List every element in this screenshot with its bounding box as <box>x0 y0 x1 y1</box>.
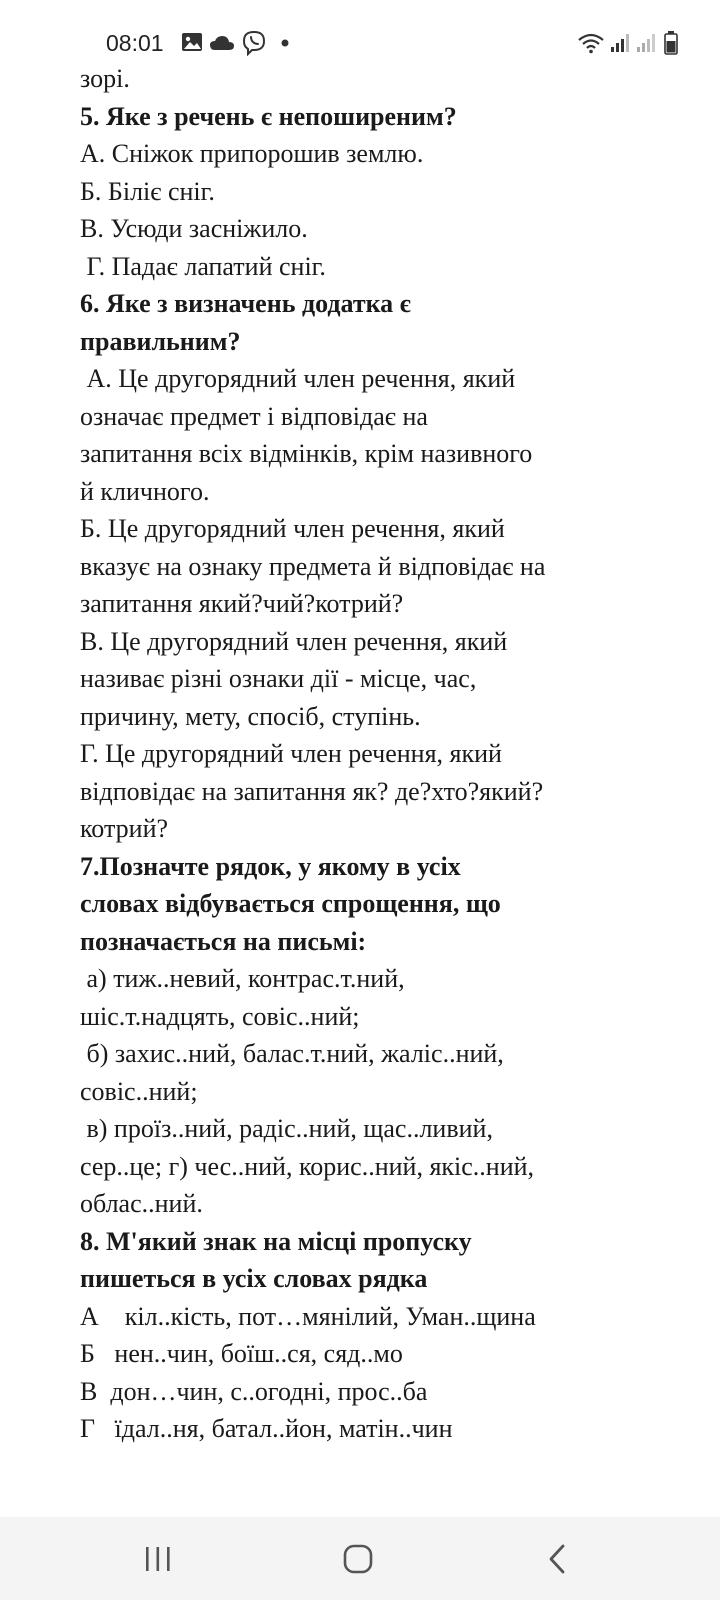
text-line: називає різні ознаки дії - місце, час, <box>80 664 477 693</box>
gallery-icon <box>181 32 203 52</box>
navigation-bar <box>0 1517 720 1600</box>
text-line: відповідає на запитання як? де?хто?який? <box>80 776 544 806</box>
status-bar <box>0 0 720 62</box>
text-line: позначається на письмі: <box>80 926 367 956</box>
text-line: 5. Яке з речень є непоширеним? <box>80 101 457 131</box>
text-line: 6. Яке з визначень додатка є <box>80 289 411 318</box>
text-line: Б. Біліє сніг. <box>80 176 215 206</box>
text-line: запитання всіх відмінків, крім називного <box>80 439 533 468</box>
battery-icon <box>664 31 678 55</box>
text-line: Г їдал..ня, батал..йон, матін..чин <box>80 1414 453 1443</box>
text-line: запитання який?чий?котрий? <box>80 589 404 618</box>
text-line: правильним? <box>80 326 241 356</box>
text-line: означає предмет і відповідає на <box>80 401 428 431</box>
text-line: вказує на ознаку предмета й відповідає на <box>80 551 546 581</box>
text-line: б) захис..ний, балас.т.ний, жаліс..ний, <box>80 1039 504 1068</box>
signal-icon <box>636 33 656 53</box>
viber-icon <box>242 30 266 56</box>
text-line: В. Усюди засніжило. <box>80 214 308 243</box>
text-line: 7.Позначте рядок, у якому в усіх <box>80 851 461 881</box>
dot-icon <box>281 39 289 47</box>
text-line: сер..це; г) чес..ний, корис..ний, якіс..ний, <box>80 1151 535 1181</box>
text-line: А. Це другорядний член речення, який <box>80 364 516 393</box>
text-line: 8. М'який знак на місці пропуску <box>80 1226 472 1256</box>
text-line: Б нен..чин, боїш..ся, сяд..мо <box>80 1339 403 1368</box>
text-line: В. Це другорядний член речення, який <box>80 626 508 656</box>
back-icon[interactable] <box>545 1539 571 1579</box>
text-line: Г. Падає лапатий сніг. <box>80 251 326 281</box>
text-line: в) проїз..ний, радіс..ний, щас..ливий, <box>80 1114 493 1143</box>
recent-apps-icon[interactable] <box>143 1539 173 1579</box>
wifi-icon <box>578 32 604 54</box>
text-line: й кличного. <box>80 476 210 506</box>
text-line: зорі. <box>80 64 130 93</box>
text-line: шіс.т.надцять, совіс..ний; <box>80 1001 360 1031</box>
text-line: В дон…чин, с..огодні, прос..ба <box>80 1376 428 1406</box>
text-line: пишеться в усіх словах рядка <box>80 1264 428 1293</box>
text-line: совіс..ний; <box>80 1076 198 1106</box>
text-line: А. Сніжок припорошив землю. <box>80 139 424 168</box>
signal-icon <box>610 33 630 53</box>
text-line: Г. Це другорядний член речення, який <box>80 739 502 768</box>
status-time: 08:01 <box>106 30 164 56</box>
text-line: А кіл..кість, пот…мянілий, Уман..щина <box>80 1301 536 1331</box>
text-line: котрий? <box>80 814 169 843</box>
cloud-icon <box>209 35 235 51</box>
text-line: а) тиж..невий, контрас.т.ний, <box>80 964 405 993</box>
home-icon[interactable] <box>341 1539 377 1579</box>
text-line: облас..ний. <box>80 1189 203 1218</box>
text-line: причину, мету, спосіб, ступінь. <box>80 701 421 731</box>
text-line: словах відбувається спрощення, що <box>80 889 501 918</box>
document-body <box>80 60 700 1448</box>
text-line: Б. Це другорядний член речення, який <box>80 514 505 543</box>
